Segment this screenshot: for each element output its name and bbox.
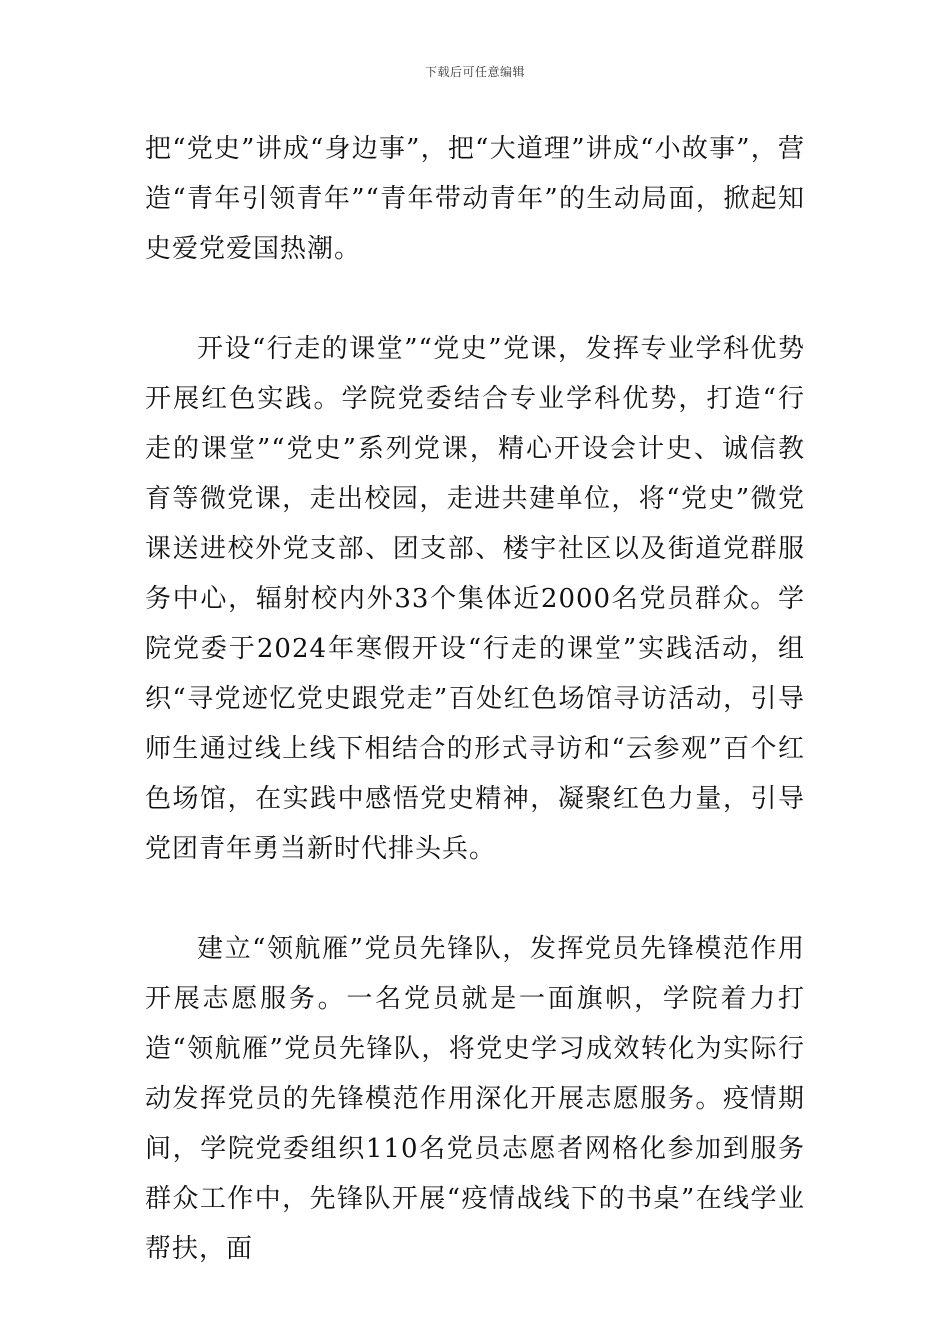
paragraph-3: 建立“领航雁”党员先锋队，发挥党员先锋模范作用开展志愿服务。一名党员就是一面旗帜，学院着力打造“领航雁”党员先锋队，将党史学习成效转化为实际行动发挥党员的先锋模范作用深化开展志愿服务。疫情期间，学院党委组织110名党员志愿者网格化参加到服务群众工作中，先锋队开展“疫情战线下的书桌”在线学业帮扶，面	[145, 934, 805, 1264]
paragraph-gap	[145, 874, 805, 924]
paragraph-gap	[145, 274, 805, 324]
paragraph-2: 开设“行走的课堂”“党史”党课，发挥专业学科优势开展红色实践。学院党委结合专业学科优势，打造“行走的课堂”“党史”系列党课，精心开设会计史、诚信教育等微党课，走出校园，走进共建单位，将“党史”微党课送进校外党支部、团支部、楼宇社区以及街道党群服务中心，辐射校内外33个集体近2000名党员群众。学院党委于2024年寒假开设“行走的课堂”实践活动，组织“寻党迹忆党史跟党走”百处红色场馆寻访活动，引导师生通过线上线下相结合的形式寻访和“云参观”百个红色场馆，在实践中感悟党史精神，凝聚红色力量，引导党团青年勇当新时代排头兵。	[145, 334, 805, 864]
paragraph-1: 把“党史”讲成“身边事”，把“大道理”讲成“小故事”，营造“青年引领青年”“青年带动青年”的生动局面，掀起知史爱党爱国热潮。	[145, 134, 805, 264]
page-header: 下载后可任意编辑	[424, 65, 525, 79]
document-body	[145, 124, 805, 1274]
